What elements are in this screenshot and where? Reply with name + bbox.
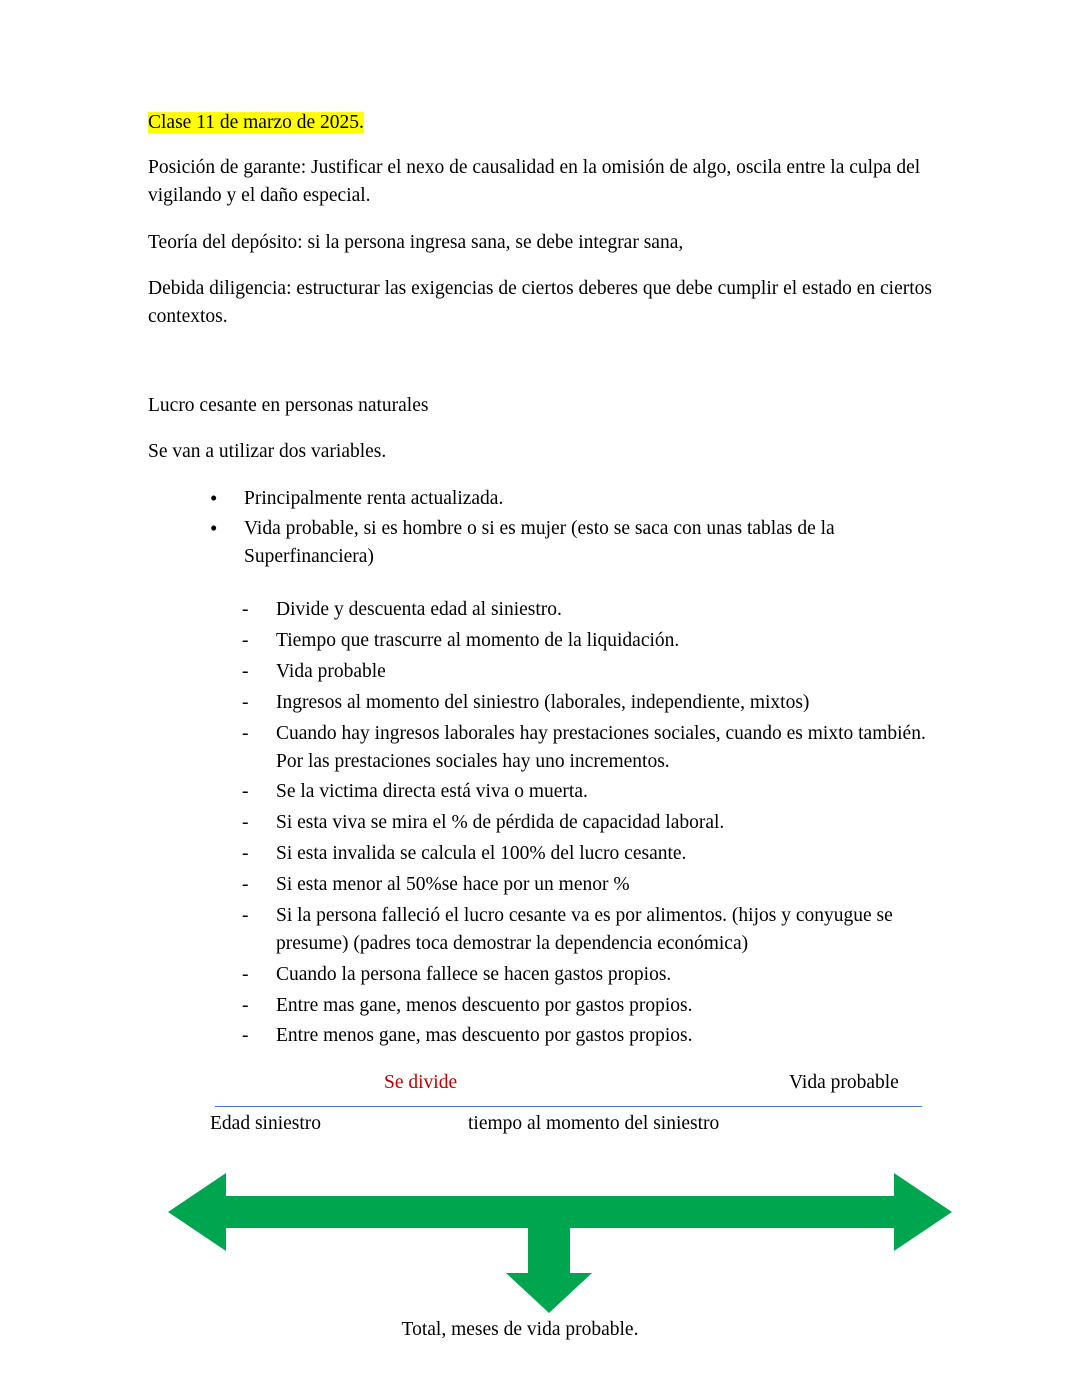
spacer <box>148 350 932 392</box>
bullet-list <box>148 485 932 570</box>
diagram-caption: Total, meses de vida probable. <box>401 1319 639 1341</box>
list-item: • Vida probable, si es hombre o si es mujer (esto se saca con unas tablas de la Superfinanciera) <box>148 515 932 570</box>
section-intro-variables: Se van a utilizar dos variables. <box>148 441 387 463</box>
section-heading-lucro-cesante: Lucro cesante en personas naturales <box>148 394 429 416</box>
list-item: - Si esta viva se mira el % de pérdida de capacidad laboral. <box>148 809 932 837</box>
list-item: - Tiempo que trascurre al momento de la liquidación. <box>148 627 932 655</box>
label-vida-probable: Vida probable <box>789 1072 899 1094</box>
list-item: - Divide y descuenta edad al siniestro. <box>148 596 932 624</box>
paragraph-teoria-deposito: Teoría del depósito: si la persona ingresa sana, se debe integrar sana, <box>148 231 684 253</box>
list-item: - Si la persona falleció el lucro cesante va es por alimentos. (hijos y conyugue se presume) (padres toca demostrar la dependencia económica) <box>148 902 932 958</box>
dash-list <box>148 596 932 1050</box>
paragraph-debida-diligencia: Debida diligencia: estructurar las exigencias de ciertos deberes que debe cumplir el estado en ciertos contextos. <box>148 278 933 328</box>
double-arrow-icon <box>168 1163 952 1313</box>
list-item: - Ingresos al momento del siniestro (laborales, independiente, mixtos) <box>148 689 932 717</box>
page-title <box>148 110 932 135</box>
label-se-divide: Se divide <box>384 1072 458 1094</box>
diagram-bottom-labels <box>148 1113 932 1147</box>
list-item: - Entre menos gane, mas descuento por gastos propios. <box>148 1022 932 1050</box>
down-arrow-icon <box>506 1228 592 1313</box>
list-item: - Cuando hay ingresos laborales hay prestaciones sociales, cuando es mixto también. Por las prestaciones sociales hay uno incrementos. <box>148 720 932 776</box>
horizontal-divider <box>215 1106 922 1107</box>
vida-probable-diagram <box>148 1072 932 1372</box>
label-tiempo-momento-siniestro: tiempo al momento del siniestro <box>468 1113 720 1135</box>
list-item: • Principalmente renta actualizada. <box>148 485 932 513</box>
list-item: - Vida probable <box>148 658 932 686</box>
diagram-top-labels <box>148 1072 932 1102</box>
list-item: - Entre mas gane, menos descuento por gastos propios. <box>148 992 932 1020</box>
page-title-highlight: Clase 11 de marzo de 2025. <box>148 112 364 133</box>
paragraph-posicion-garante: Posición de garante: Justificar el nexo de causalidad en la omisión de algo, oscila entre la culpa del vigilando y el daño especial. <box>148 157 921 207</box>
list-item: - Cuando la persona fallece se hacen gastos propios. <box>148 961 932 989</box>
list-item: - Se la victima directa está viva o muerta. <box>148 778 932 806</box>
label-edad-siniestro: Edad siniestro <box>210 1113 322 1135</box>
list-item: - Si esta invalida se calcula el 100% del lucro cesante. <box>148 840 932 868</box>
arrow-area <box>148 1163 932 1313</box>
list-item: - Si esta menor al 50%se hace por un menor % <box>148 871 932 899</box>
